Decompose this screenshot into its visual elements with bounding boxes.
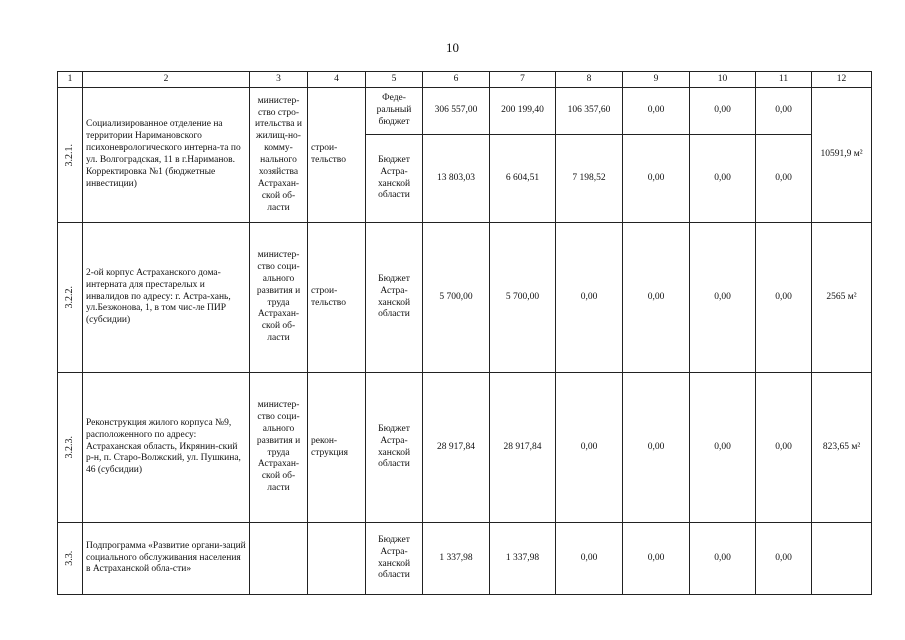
data-table	[57, 71, 872, 595]
row-code: 3.2.3.	[63, 436, 75, 459]
value-col-7: 200 199,40	[490, 88, 556, 135]
row-code-cell	[58, 88, 83, 223]
table-row	[58, 223, 872, 373]
table-row	[58, 88, 872, 135]
work-type: строи-тельство	[308, 223, 366, 373]
column-header: 7	[490, 72, 556, 88]
work-type: рекон-струкция	[308, 373, 366, 523]
work-type: строи-тельство	[308, 88, 366, 223]
value-col-6: 28 917,84	[423, 373, 490, 523]
value-col-11: 0,00	[756, 88, 812, 135]
value-col-7: 5 700,00	[490, 223, 556, 373]
row-code-cell	[58, 223, 83, 373]
funding-source: Бюджет Астра-ханской области	[366, 373, 423, 523]
value-col-8: 7 198,52	[556, 135, 623, 223]
funding-source: Бюджет Астра-ханской области	[366, 135, 423, 223]
column-header: 5	[366, 72, 423, 88]
item-name: Реконструкция жилого корпуса №9, расположенного по адресу: Астраханская область, Икрянин-ский р-н, п. Старо-Волжский, ул. Пушкина, 46 (субсидии)	[83, 373, 250, 523]
executor: министер-ство соци-ального развития и труда Астрахан-ской об-ласти	[250, 223, 308, 373]
column-header: 4	[308, 72, 366, 88]
value-col-9: 0,00	[623, 223, 690, 373]
executor: министер-ство стро-ительства и жилищ-но-комму-нального хозяйства Астрахан-ской об-ласти	[250, 88, 308, 223]
value-col-6: 1 337,98	[423, 523, 490, 595]
column-header-row	[58, 72, 872, 88]
value-col-9: 0,00	[623, 373, 690, 523]
executor: министер-ство соци-ального развития и труда Астрахан-ской об-ласти	[250, 373, 308, 523]
value-col-10: 0,00	[690, 88, 756, 135]
item-name: Социализированное отделение на территории Наримановского психоневрологического интерна-та по ул. Волгоградская, 11 в г.Нариманов. Корректировка №1 (бюджетные инвестиции)	[83, 88, 250, 223]
funding-source: Бюджет Астра-ханской области	[366, 223, 423, 373]
row-code: 3.2.1.	[63, 143, 75, 167]
capacity-area	[812, 523, 872, 595]
row-code-cell	[58, 523, 83, 595]
value-col-10: 0,00	[690, 135, 756, 223]
value-col-6: 306 557,00	[423, 88, 490, 135]
column-header: 12	[812, 72, 872, 88]
value-col-8: 0,00	[556, 223, 623, 373]
column-header: 10	[690, 72, 756, 88]
item-name: 2-ой корпус Астраханского дома-интерната для престарелых и инвалидов по адресу: г. Астра-хань, ул.Безжонова, 1, в том чис-ле ПИР (субсидии)	[83, 223, 250, 373]
value-col-8: 106 357,60	[556, 88, 623, 135]
value-col-6: 5 700,00	[423, 223, 490, 373]
value-col-6: 13 803,03	[423, 135, 490, 223]
column-header: 3	[250, 72, 308, 88]
funding-source: Феде-ральный бюджет	[366, 88, 423, 135]
column-header: 8	[556, 72, 623, 88]
column-header: 9	[623, 72, 690, 88]
capacity-area: 10591,9 м²	[812, 88, 872, 223]
value-col-10: 0,00	[690, 373, 756, 523]
value-col-11: 0,00	[756, 373, 812, 523]
row-code: 3.2.2.	[63, 286, 75, 309]
item-name: Подпрограмма «Развитие органи-заций социального обслуживания населения в Астраханской обла-сти»	[83, 523, 250, 595]
funding-source: Бюджет Астра-ханской области	[366, 523, 423, 595]
column-header: 11	[756, 72, 812, 88]
value-col-11: 0,00	[756, 523, 812, 595]
value-col-10: 0,00	[690, 223, 756, 373]
work-type	[308, 523, 366, 595]
value-col-9: 0,00	[623, 523, 690, 595]
value-col-10: 0,00	[690, 523, 756, 595]
table-row	[58, 523, 872, 595]
value-col-8: 0,00	[556, 523, 623, 595]
column-header: 1	[58, 72, 83, 88]
value-col-8: 0,00	[556, 373, 623, 523]
row-code: 3.3.	[63, 551, 75, 566]
row-code-cell	[58, 373, 83, 523]
column-header: 2	[83, 72, 250, 88]
value-col-9: 0,00	[623, 135, 690, 223]
value-col-7: 1 337,98	[490, 523, 556, 595]
capacity-area: 2565 м²	[812, 223, 872, 373]
value-col-7: 6 604,51	[490, 135, 556, 223]
capacity-area: 823,65 м²	[812, 373, 872, 523]
value-col-11: 0,00	[756, 223, 812, 373]
value-col-7: 28 917,84	[490, 373, 556, 523]
executor	[250, 523, 308, 595]
value-col-9: 0,00	[623, 88, 690, 135]
table-row	[58, 373, 872, 523]
value-col-11: 0,00	[756, 135, 812, 223]
column-header: 6	[423, 72, 490, 88]
page-number: 10	[446, 40, 459, 55]
